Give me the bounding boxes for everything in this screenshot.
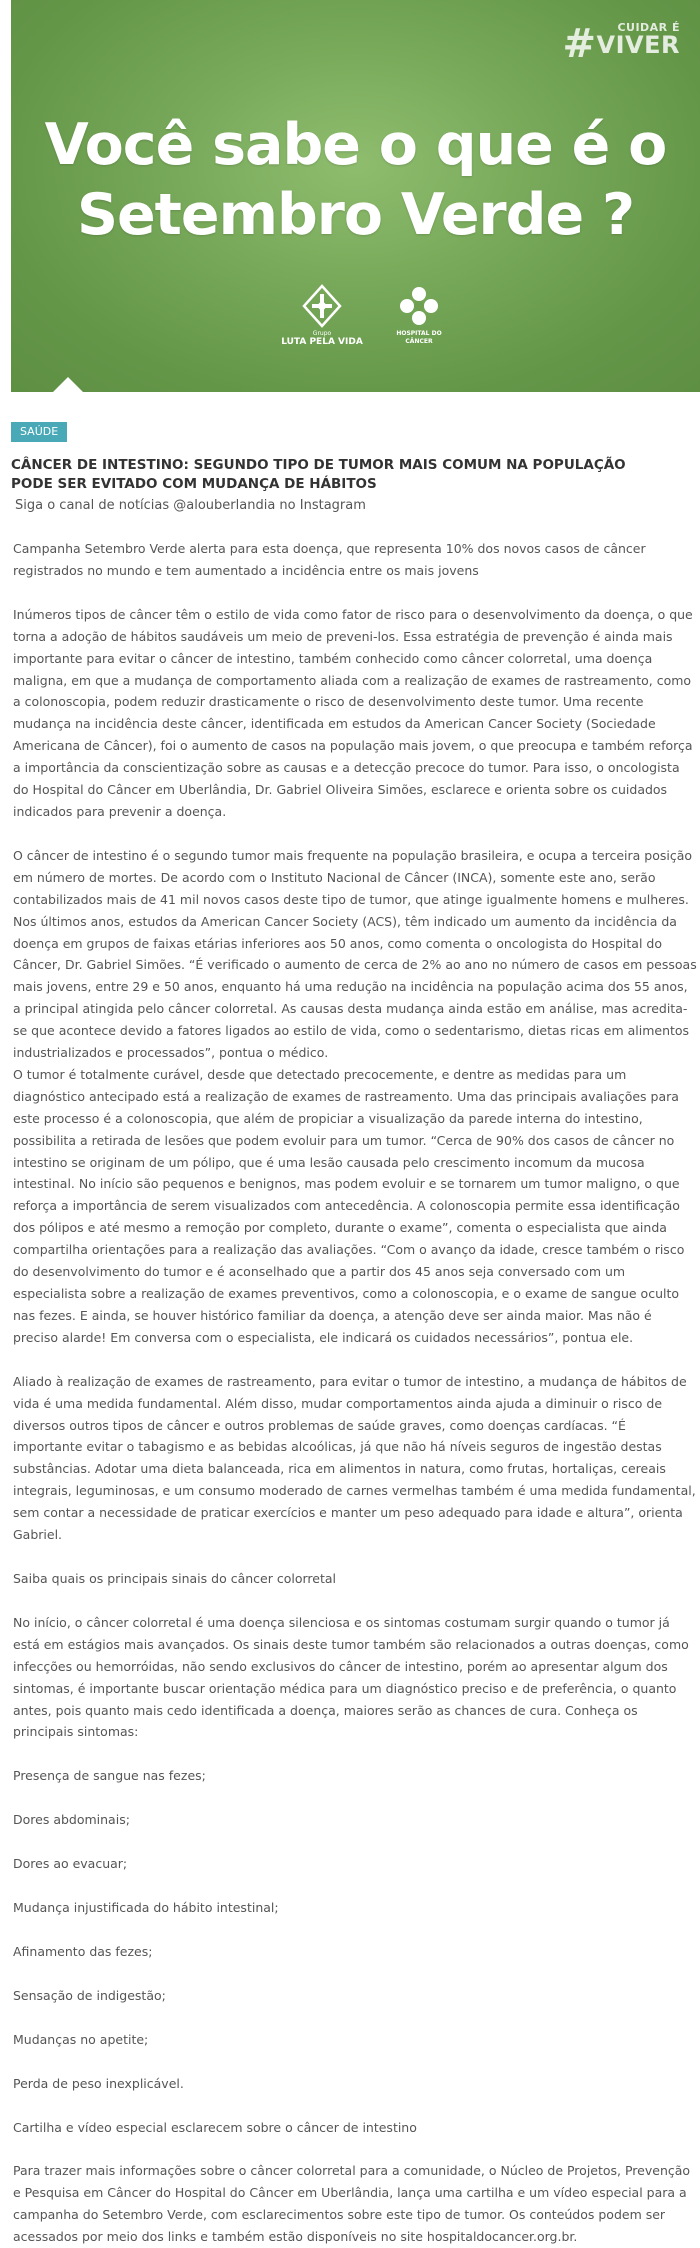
hero-headline (11, 110, 700, 250)
paragraph: Para trazer mais informações sobre o câncer colorretal para a comunidade, o Núcleo de Projetos, Prevenção e Pesquisa em Câncer do Hospital do Câncer em Uberlândia, lança uma cartilha e um vídeo especial para a campanha do Setembro Verde, com esclarecimentos sobre este tipo de tumor. Os conteúdos podem ser acessados por meio dos links e também estão disponíveis no site hospitaldocancer.org.br. (13, 2163, 691, 2245)
logo2-text: HOSPITAL DO CÂNCER (396, 330, 442, 345)
hashtag-symbol: # (562, 21, 597, 67)
symptom-item: Afinamento das fezes; (13, 1943, 153, 1959)
logo1-bottom-text: LUTA PELA VIDA (281, 337, 363, 347)
symptom-item: Dores abdominais; (13, 1812, 130, 1828)
symptom-item: Perda de peso inexplicável. (13, 2075, 184, 2091)
symptom-item: Dores ao evacuar; (13, 1856, 128, 1872)
symptom-item: Sensação de indigestão; (13, 1987, 166, 2003)
section-heading: Cartilha e vídeo especial esclarecem sobre o câncer de intestino (13, 2119, 417, 2135)
brand-small-text: CUIDAR É (617, 21, 680, 34)
article-title: CÂNCER DE INTESTINO: SEGUNDO TIPO DE TUMOR MAIS COMUM NA POPULAÇÃO PODE SER EVITADO COM MUDANÇA DE HÁBITOS (11, 457, 626, 492)
cuidar-e-viver-brand (562, 21, 680, 67)
hero-banner (11, 0, 700, 392)
hero-headline-line1: Você sabe o que é o (44, 112, 667, 178)
banner-notch (53, 377, 83, 392)
paragraph: O câncer de intestino é o segundo tumor mais frequente na população brasileira, e ocupa a terceira posição em número de mortes. De acordo com o Instituto Nacional de Câncer (INCA), somente este ano, serão contabilizados mais de 41 mil novos casos deste tipo de tumor, que atinge igualmente homens e mulheres. Nos últimos anos, estudos da American Cancer Society (ACS), têm indicado um aumento da incidência da doença em grupos de faixas etárias inferiores aos 50 anos, como comenta o oncologista do Hospital do Câncer, Dr. Gabriel Simões. “É verificado o aumento de cerca de 2% ao ano no número de casos em pessoas mais jovens, entre 29 e 50 anos, enquanto há uma redução na incidência na população acima dos 55 anos, a principal atingida pelo câncer colorretal. As causas desta mudança ainda estão em análise, mas acredita-se que acontece devido a fatores ligados ao estilo de vida, como o sedentarismo, dietas ricas em alimentos industrializados e processados”, pontua o médico. (13, 847, 697, 1061)
symptom-item: Presença de sangue nas fezes; (13, 1768, 206, 1784)
paragraph: O tumor é totalmente curável, desde que detectado precocemente, e dentre as medidas para um diagnóstico antecipado está a realização de exames de rastreamento. Uma das principais avaliações para este processo é a colonoscopia, que além de propiciar a visualização da parede interna do intestino, possibilita a retirada de lesões que podem evoluir para um tumor. “Cerca de 90% dos casos de câncer no intestino se originam de um pólipo, que é uma lesão causada pelo crescimento incomum da mucosa intestinal. No início são pequenos e benignos, mas podem evoluir e se tornarem um tumor maligno, o que reforça a importância de serem visualizados com antecedência. A colonoscopia permite essa identificação dos pólipos e até mesmo a remoção por completo, durante o exame”, comenta o especialista que ainda compartilha orientações para a realização das avaliações. “Com o avanço da idade, cresce também o risco do desenvolvimento do tumor e é aconselhado que a partir dos 45 anos seja conversado com um especialista sobre a realização de exames preventivos, como a colonoscopia, e o exame de sangue oculto nas fezes. E ainda, se houver histórico familiar da doença, a atenção deve ser ainda maior. Mas não é preciso alarde! Em conversa com o especialista, ele indicará os cuidados necessários”, pontua ele. (13, 1066, 685, 1345)
luta-pela-vida-logo (281, 284, 363, 347)
paragraph-lead: Campanha Setembro Verde alerta para esta doença, que representa 10% dos novos casos de câncer registrados no mundo e tem aumentado a incidência entre os mais jovens (13, 541, 646, 578)
instagram-channel-note: Siga o canal de notícias @alouberlandia no Instagram (15, 498, 366, 513)
article-body (13, 538, 697, 2248)
section-heading: Saiba quais os principais sinais do câncer colorretal (13, 1570, 336, 1586)
symptom-item: Mudança injustificada do hábito intestinal; (13, 1900, 279, 1916)
hero-headline-line2: Setembro Verde ? (76, 182, 635, 248)
brand-big-text: VIVER (596, 31, 680, 59)
shield-cross-icon (300, 284, 344, 328)
logo1-top-text: Grupo (312, 330, 332, 337)
hospital-do-cancer-logo (383, 284, 455, 346)
paragraph: No início, o câncer colorretal é uma doença silenciosa e os sintomas costumam surgir quando o tumor já está em estágios mais avançados. Os sinais deste tumor também são relacionados a outras doenças, como infecções ou hemorróidas, não sendo exclusivos do câncer de intestino, porém ao apresentar algum dos sintomas, é importante buscar orientação médica para um diagnóstico preciso e de preferência, o quanto antes, pois quanto mais cedo identificada a doença, maiores serão as chances de cura. Conheça os principais sintomas: (13, 1614, 689, 1740)
category-tag[interactable]: SAÚDE (11, 422, 67, 442)
paragraph: Inúmeros tipos de câncer têm o estilo de vida como fator de risco para o desenvolvimento da doença, o que torna a adoção de hábitos saudáveis um meio de preveni-los. Essa estratégia de prevenção é ainda mais importante para evitar o câncer de intestino, também conhecido como câncer colorretal, uma doença maligna, em que a mudança de comportamento aliada com a realização de exames de rastreamento, como a colonoscopia, podem reduzir drasticamente o risco de desenvolvimento deste tumor. Uma recente mudança na incidência deste câncer, identificada em estudos da American Cancer Society (Sociedade Americana de Câncer), foi o aumento de casos na população mais jovem, o que preocupa e também reforça a importância da conscientização sobre as causas e a detecção precoce do tumor. Para isso, o oncologista do Hospital do Câncer em Uberlândia, Dr. Gabriel Oliveira Simões, esclarece e orienta sobre os cuidados indicados para prevenir a doença. (13, 606, 693, 819)
flower-emblem-icon (397, 284, 441, 328)
paragraph: Aliado à realização de exames de rastreamento, para evitar o tumor de intestino, a mudança de hábitos de vida é uma medida fundamental. Além disso, mudar comportamentos ainda ajuda a diminuir o risco de diversos outros tipos de câncer e outros problemas de saúde graves, como doenças cardíacas. “É importante evitar o tabagismo e as bebidas alcoólicas, já que não há níveis seguros de ingestão destas substâncias. Adotar uma dieta balanceada, rica em alimentos in natura, como frutas, hortaliças, cereais integrais, leguminosas, e um consumo moderado de carnes vermelhas também é uma medida fundamental, sem contar a necessidade de praticar exercícios e manter um peso adequado para idade e altura”, orienta Gabriel. (13, 1373, 696, 1543)
symptom-item: Mudanças no apetite; (13, 2031, 149, 2047)
